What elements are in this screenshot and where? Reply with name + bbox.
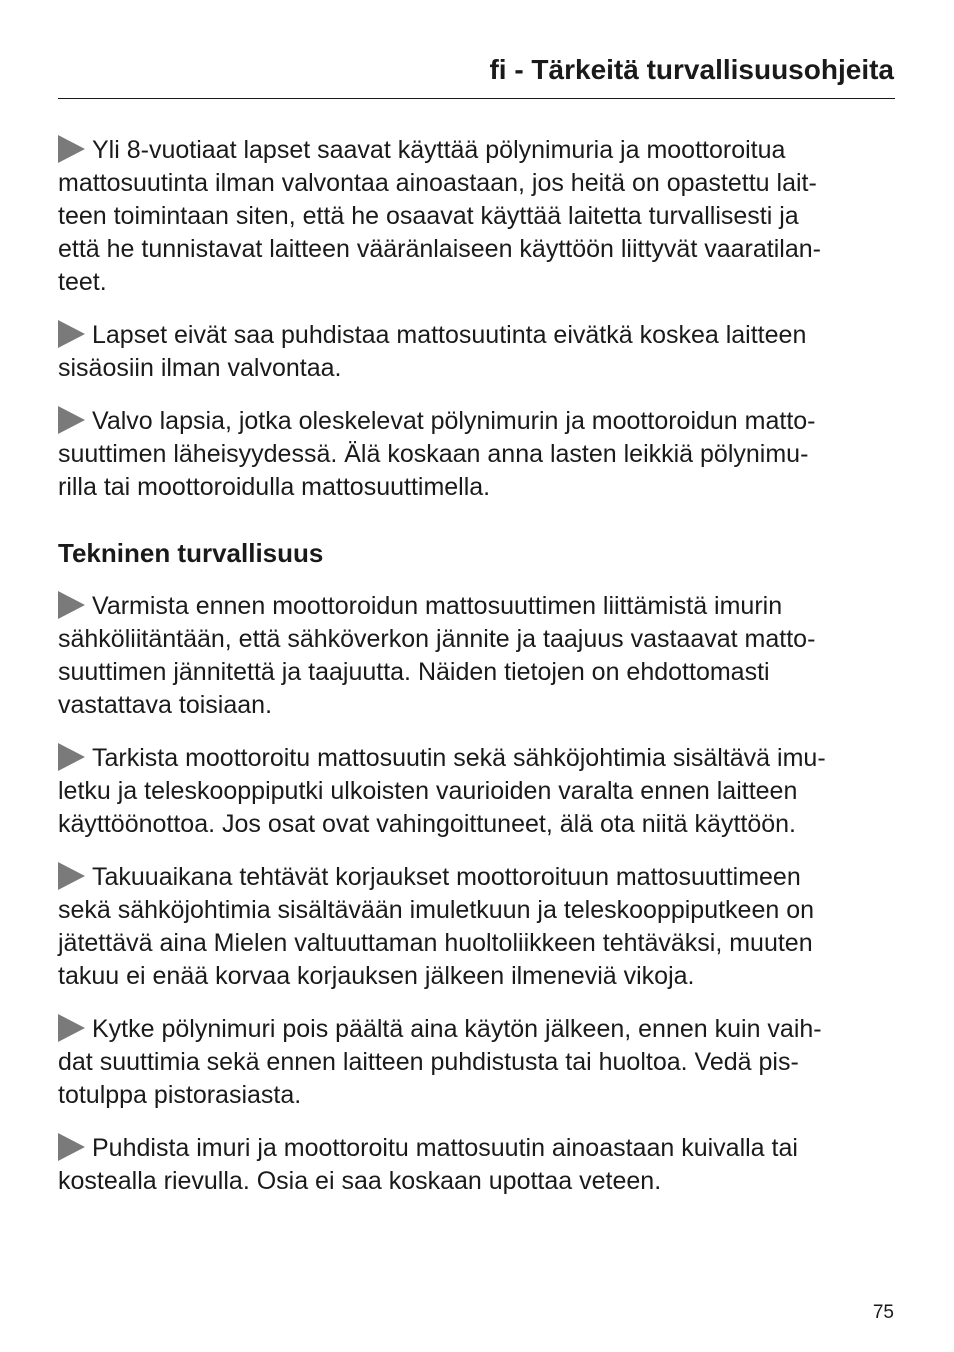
paragraph-line: käyttöönottoa. Jos osat ovat vahingoittuneet, älä ota niitä käyttöön. [58,810,796,838]
paragraph-line [58,134,898,167]
paragraph-line: teen toimintaan siten, että he osaavat käyttää laitetta turvallisesti ja [58,202,799,230]
triangle-right-icon [58,406,85,434]
section-heading: Tekninen turvallisuus [58,538,324,568]
line-text: Valvo lapsia, jotka oleskelevat pölynimurin ja moottoroidun matto- [92,407,816,435]
paragraph-line: sekä sähköjohtimia sisältävään imuletkuun ja teleskooppiputkeen on [58,896,815,924]
paragraph-line: suuttimen läheisyydessä. Älä koskaan anna lasten leikkiä pölynimu- [58,440,809,468]
safety-paragraph [58,405,898,504]
paragraph-line: vastattava toisiaan. [58,691,273,719]
paragraph-line: jätettävä aina Mielen valtuuttaman huoltoliikkeen tehtäväksi, muuten [58,929,813,957]
line-text: Yli 8-vuotiaat lapset saavat käyttää pölynimuria ja moottoroitua [92,136,786,164]
paragraph-line: että he tunnistavat laitteen vääränlaiseen käyttöön liittyvät vaaratilan- [58,235,821,263]
safety-paragraph [58,319,898,385]
paragraph-line [58,861,898,894]
line-text: Lapset eivät saa puhdistaa mattosuutinta eivätkä koskea laitteen [92,321,807,349]
paragraph-line: kostealla rievulla. Osia ei saa koskaan upottaa veteen. [58,1167,662,1195]
paragraph-line [58,1132,898,1165]
paragraph-line: rilla tai moottoroidulla mattosuuttimella. [58,473,491,501]
safety-paragraph [58,1132,898,1198]
paragraph-line [58,590,898,623]
header-divider [58,98,895,99]
safety-paragraph [58,742,898,841]
document-body [58,134,898,1218]
triangle-right-icon [58,1014,85,1042]
line-text: Tarkista moottoroitu mattosuutin sekä sähköjohtimia sisältävä imu- [92,744,826,772]
paragraph-line [58,405,898,438]
page-header-title: fi - Tärkeitä turvallisuusohjeita [489,54,894,85]
triangle-right-icon [58,135,85,163]
paragraph-line: teet. [58,268,107,296]
paragraph-line [58,1013,898,1046]
paragraph-line: dat suuttimia sekä ennen laitteen puhdistusta tai huoltoa. Vedä pis- [58,1048,799,1076]
paragraph-line [58,319,898,352]
paragraph-line: sisäosiin ilman valvontaa. [58,354,342,382]
line-text: Puhdista imuri ja moottoroitu mattosuutin ainoastaan kuivalla tai [92,1134,798,1162]
paragraph-line: takuu ei enää korvaa korjauksen jälkeen ilmeneviä vikoja. [58,962,695,990]
safety-paragraph [58,590,898,722]
paragraph-line: mattosuutinta ilman valvontaa ainoastaan, jos heitä on opastettu lait- [58,169,817,197]
triangle-right-icon [58,743,85,771]
paragraph-line: suuttimen jännitettä ja taajuutta. Näiden tietojen on ehdottomasti [58,658,770,686]
safety-paragraph [58,861,898,993]
paragraph-line [58,742,898,775]
paragraph-line: totulppa pistorasiasta. [58,1081,302,1109]
triangle-right-icon [58,1133,85,1161]
triangle-right-icon [58,591,85,619]
line-text: Kytke pölynimuri pois päältä aina käytön jälkeen, ennen kuin vaih- [92,1015,822,1043]
triangle-right-icon [58,320,85,348]
page-number: 75 [872,1302,894,1323]
safety-paragraph [58,1013,898,1112]
paragraph-line: letku ja teleskooppiputki ulkoisten vaurioiden varalta ennen laitteen [58,777,798,805]
paragraph-line: sähköliitäntään, että sähköverkon jännite ja taajuus vastaavat matto- [58,625,816,653]
triangle-right-icon [58,862,85,890]
line-text: Takuuaikana tehtävät korjaukset moottoroituun mattosuuttimeen [92,863,801,891]
safety-paragraph [58,134,898,299]
line-text: Varmista ennen moottoroidun mattosuuttimen liittämistä imurin [92,592,783,620]
